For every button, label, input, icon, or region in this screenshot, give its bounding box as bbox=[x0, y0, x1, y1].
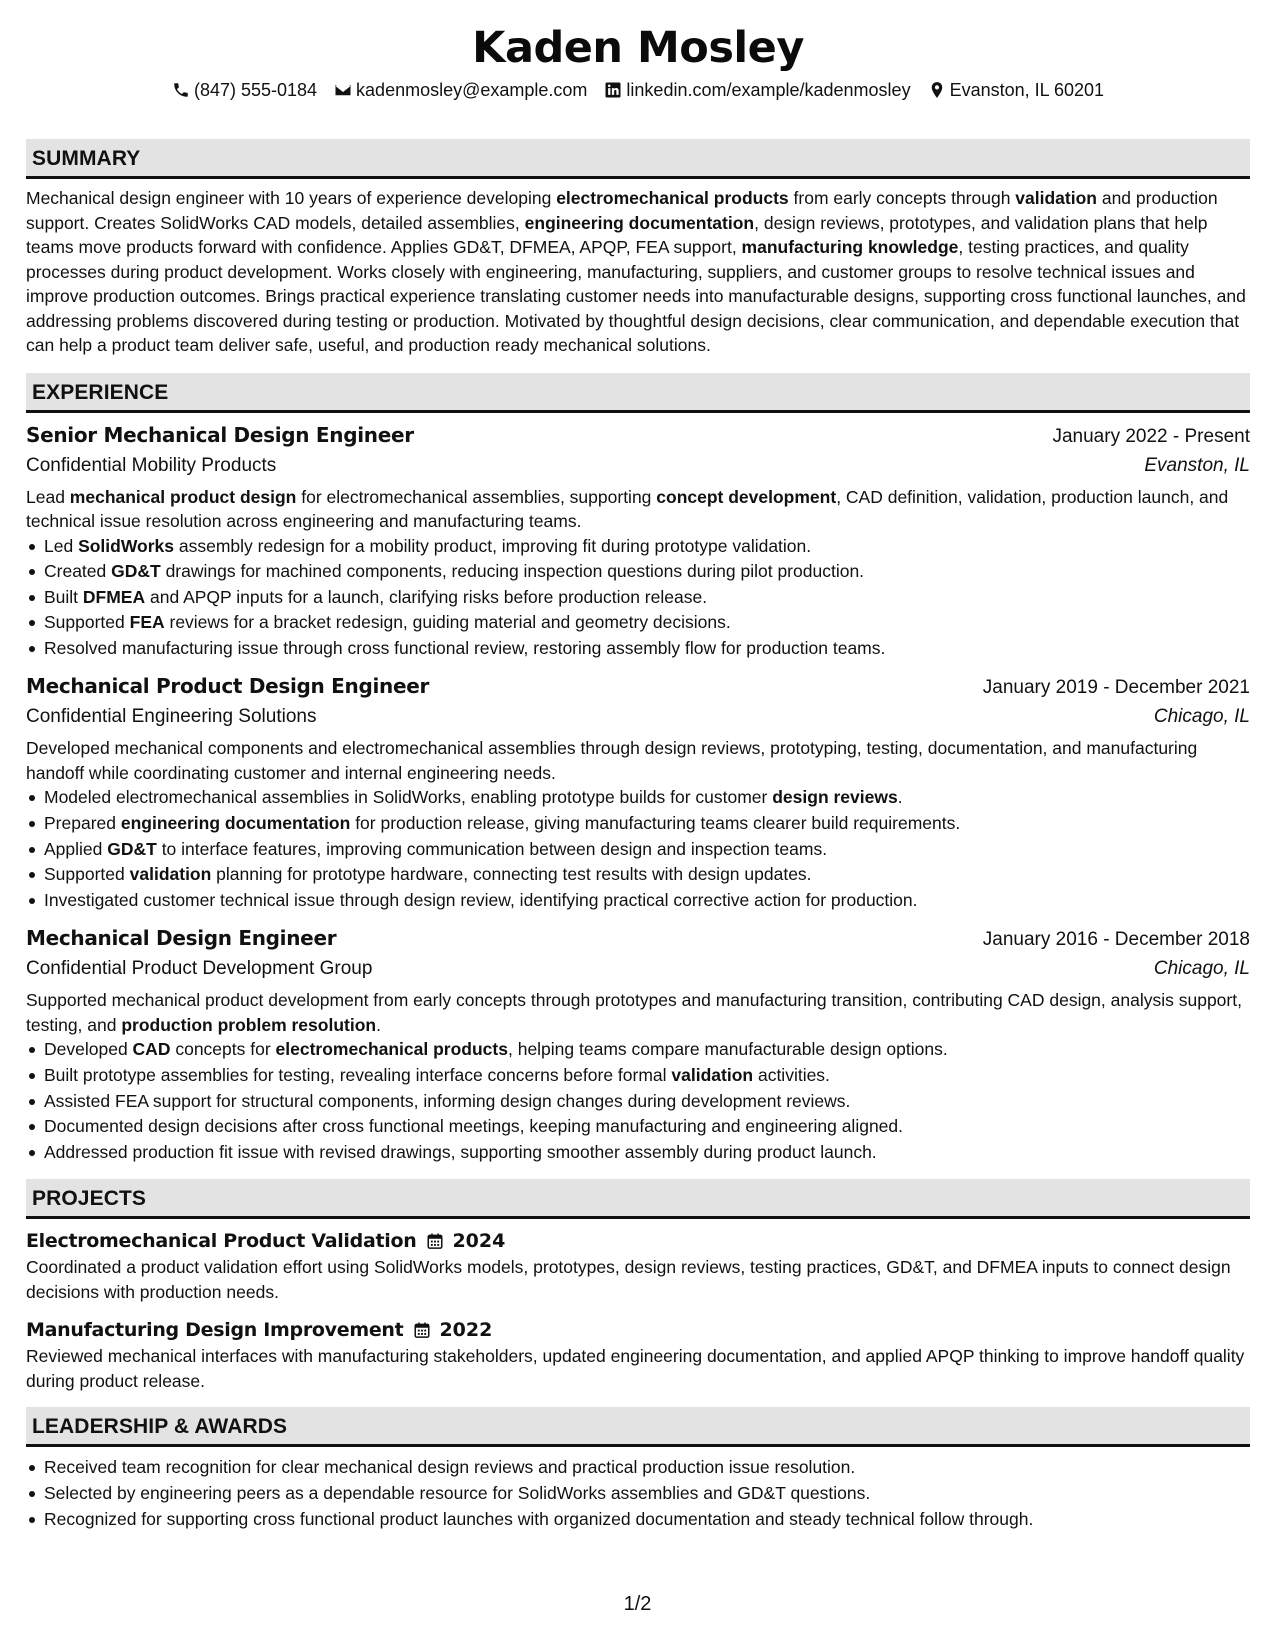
job-entry bbox=[26, 672, 1250, 913]
job-description: Supported mechanical product development from early concepts through prototypes and manufacturing transition, contributing CAD design, analysis support, testing, and production problem resolution. bbox=[26, 990, 1242, 1035]
bullet-dot-icon bbox=[29, 898, 35, 904]
job-dates: January 2019 - December 2021 bbox=[982, 677, 1250, 699]
bullet-dot-icon bbox=[29, 1047, 35, 1053]
job-title: Mechanical Product Design Engineer bbox=[26, 674, 430, 699]
contact-location bbox=[928, 78, 1104, 102]
bullet-text: Prepared engineering documentation for production release, giving manufacturing teams clearer build requirements. bbox=[44, 813, 961, 834]
job-bullets bbox=[26, 534, 1250, 662]
job-location: Chicago, IL bbox=[1153, 958, 1250, 980]
job-company: Confidential Product Development Group bbox=[26, 958, 373, 980]
bullet-item bbox=[26, 1114, 1250, 1140]
contact-location-text: Evanston, IL 60201 bbox=[949, 80, 1105, 100]
job-location: Evanston, IL bbox=[1144, 454, 1250, 476]
job-dates: January 2022 - Present bbox=[1052, 425, 1250, 447]
job-dates: January 2016 - December 2018 bbox=[982, 929, 1250, 951]
bullet-dot-icon bbox=[29, 646, 35, 652]
bullet-text: Supported validation planning for prototype hardware, connecting test results with design updates. bbox=[44, 864, 812, 885]
contact-linkedin-text: linkedin.com/example/kadenmosley bbox=[626, 80, 911, 100]
section-heading-leadership: LEADERSHIP & AWARDS bbox=[26, 1407, 1250, 1447]
bullet-item bbox=[26, 1140, 1250, 1166]
contact-email[interactable] bbox=[334, 78, 587, 102]
bullet-item bbox=[26, 811, 1250, 837]
section-heading-projects: PROJECTS bbox=[26, 1179, 1250, 1219]
project-entry bbox=[26, 1316, 1250, 1393]
job-company: Confidential Mobility Products bbox=[26, 454, 277, 476]
bullet-item bbox=[26, 1037, 1250, 1063]
project-entry bbox=[26, 1227, 1250, 1304]
envelope-icon bbox=[334, 81, 352, 99]
contact-phone bbox=[172, 78, 317, 102]
contact-bar bbox=[26, 78, 1250, 102]
bullet-text: Investigated customer technical issue through design review, identifying practical corrective action for production. bbox=[44, 889, 918, 910]
contact-linkedin[interactable] bbox=[604, 78, 910, 102]
summary-text: Mechanical design engineer with 10 years of experience developing electromechanical products from early concepts through validation and production support. Creates SolidWorks CAD models, detailed assemblies, engineering documentation, design reviews, prototypes, and validation plans that help teams move products forward with confidence. Applies GD&T, DFMEA, APQP, FEA support, manufacturing knowledge, testing practices, and quality processes during product development. Works closely with engineering, manufacturing, suppliers, and customer groups to resolve technical issues and improve production outcomes. Brings practical experience translating customer needs into manufacturable designs, supporting cross functional launches, and addressing problems discovered during testing or production. Motivated by thoughtful design decisions, clear communication, and dependable execution that can help a product team deliver safe, useful, and production ready mechanical solutions. bbox=[26, 188, 1246, 355]
resume-page bbox=[26, 22, 1250, 1532]
leadership-item bbox=[26, 1481, 1250, 1507]
section-heading-summary: SUMMARY bbox=[26, 139, 1250, 179]
bullet-item bbox=[26, 559, 1250, 585]
leadership-item-text: Selected by engineering peers as a dependable resource for SolidWorks assemblies and GD&T questions. bbox=[44, 1483, 871, 1503]
bullet-text: Applied GD&T to interface features, improving communication between design and inspection teams. bbox=[44, 838, 828, 859]
bullet-text: Created GD&T drawings for machined components, reducing inspection questions during pilot production. bbox=[44, 561, 865, 582]
bullet-item bbox=[26, 636, 1250, 662]
bullet-text: Led SolidWorks assembly redesign for a mobility product, improving fit during prototype validation. bbox=[44, 535, 812, 556]
leadership-item-text: Recognized for supporting cross functional product launches with organized documentation and steady technical follow through. bbox=[44, 1508, 1034, 1529]
project-date bbox=[413, 1316, 492, 1344]
bullet-text: Addressed production fit issue with revised drawings, supporting smoother assembly during product launch. bbox=[44, 1141, 877, 1162]
bullet-text: Modeled electromechanical assemblies in SolidWorks, enabling prototype builds for customer design reviews. bbox=[44, 787, 903, 808]
job-description: Lead mechanical product design for electromechanical assemblies, supporting concept development, CAD definition, validation, production launch, and technical issue resolution across engineering and manufacturing teams. bbox=[26, 486, 1229, 531]
map-pin-icon bbox=[928, 81, 946, 99]
bullet-dot-icon bbox=[29, 1150, 35, 1156]
bullet-dot-icon bbox=[29, 1099, 35, 1105]
bullet-dot-icon bbox=[29, 847, 35, 853]
bullet-item bbox=[26, 585, 1250, 611]
bullet-dot-icon bbox=[29, 1517, 35, 1523]
job-title: Senior Mechanical Design Engineer bbox=[26, 422, 414, 447]
job-title: Mechanical Design Engineer bbox=[26, 926, 337, 951]
project-description: Reviewed mechanical interfaces with manufacturing stakeholders, updated engineering documentation, and applied APQP thinking to improve handoff quality during product release. bbox=[26, 1346, 1245, 1391]
bullet-dot-icon bbox=[29, 872, 35, 878]
candidate-name: Kaden Mosley bbox=[472, 23, 804, 73]
calendar-icon bbox=[413, 1321, 431, 1339]
bullet-text: Built DFMEA and APQP inputs for a launch, clarifying risks before production release. bbox=[44, 586, 708, 607]
section-heading-experience: EXPERIENCE bbox=[26, 373, 1250, 413]
leadership-item-text: Received team recognition for clear mechanical design reviews and practical production issue resolution. bbox=[44, 1457, 856, 1478]
contact-email-text: kadenmosley@example.com bbox=[356, 80, 588, 100]
bullet-item bbox=[26, 785, 1250, 811]
page-number: 1/2 bbox=[623, 1593, 652, 1615]
calendar-icon bbox=[426, 1232, 444, 1250]
bullet-text: Developed CAD concepts for electromechanical products, helping teams compare manufacturable design options. bbox=[44, 1039, 948, 1060]
project-date-text: 2022 bbox=[439, 1319, 493, 1342]
leadership-item bbox=[26, 1455, 1250, 1481]
bullet-item bbox=[26, 534, 1250, 560]
bullet-dot-icon bbox=[29, 1073, 35, 1079]
project-title: Electromechanical Product Validation bbox=[26, 1230, 417, 1253]
bullet-text: Documented design decisions after cross functional meetings, keeping manufacturing and engineering aligned. bbox=[44, 1116, 904, 1137]
job-company: Confidential Engineering Solutions bbox=[26, 706, 317, 728]
bullet-dot-icon bbox=[29, 544, 35, 550]
bullet-dot-icon bbox=[29, 569, 35, 575]
bullet-item bbox=[26, 1063, 1250, 1089]
phone-icon bbox=[172, 81, 190, 99]
linkedin-icon bbox=[604, 81, 622, 99]
contact-phone-text: (847) 555-0184 bbox=[193, 80, 318, 100]
job-entry bbox=[26, 924, 1250, 1165]
bullet-dot-icon bbox=[29, 595, 35, 601]
project-date bbox=[426, 1227, 505, 1255]
bullet-dot-icon bbox=[29, 795, 35, 801]
bullet-item bbox=[26, 837, 1250, 863]
leadership-list bbox=[26, 1455, 1250, 1532]
bullet-text: Supported FEA reviews for a bracket redesign, guiding material and geometry decisions. bbox=[44, 612, 731, 633]
bullet-dot-icon bbox=[29, 620, 35, 626]
bullet-dot-icon bbox=[29, 1491, 35, 1497]
job-location: Chicago, IL bbox=[1153, 706, 1250, 728]
bullet-item bbox=[26, 1089, 1250, 1115]
project-date-text: 2024 bbox=[452, 1230, 506, 1253]
bullet-item bbox=[26, 610, 1250, 636]
leadership-item bbox=[26, 1507, 1250, 1533]
job-entry bbox=[26, 421, 1250, 662]
job-bullets bbox=[26, 1037, 1250, 1165]
bullet-dot-icon bbox=[29, 1124, 35, 1130]
project-description: Coordinated a product validation effort using SolidWorks models, prototypes, design reviews, testing practices, GD&T, and DFMEA inputs to connect design decisions with production needs. bbox=[26, 1257, 1231, 1302]
bullet-item bbox=[26, 888, 1250, 914]
job-description: Developed mechanical components and electromechanical assemblies through design reviews, prototyping, testing, documentation, and manufacturing handoff while coordinating customer and internal engineering needs. bbox=[26, 738, 1198, 783]
bullet-item bbox=[26, 862, 1250, 888]
bullet-text: Built prototype assemblies for testing, revealing interface concerns before formal validation activities. bbox=[44, 1065, 830, 1086]
bullet-text: Resolved manufacturing issue through cross functional review, restoring assembly flow for production teams. bbox=[44, 637, 886, 658]
bullet-dot-icon bbox=[29, 821, 35, 827]
bullet-dot-icon bbox=[29, 1465, 35, 1471]
job-bullets bbox=[26, 785, 1250, 913]
bullet-text: Assisted FEA support for structural components, informing design changes during development reviews. bbox=[44, 1090, 851, 1111]
project-title: Manufacturing Design Improvement bbox=[26, 1319, 404, 1342]
